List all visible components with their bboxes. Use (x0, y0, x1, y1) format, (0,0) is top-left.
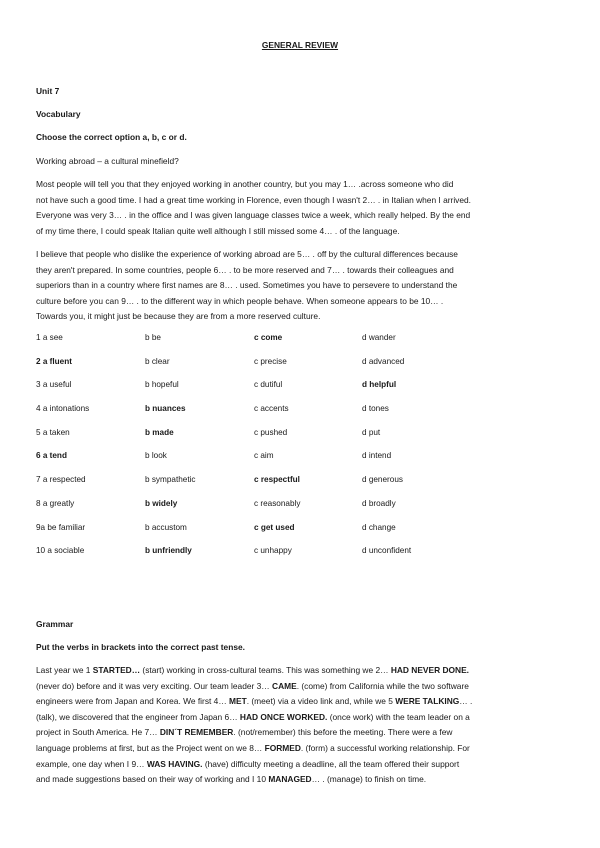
option: c pushed (254, 427, 288, 437)
option: 5 a taken (36, 427, 70, 437)
option-correct: c come (254, 333, 283, 342)
text-segment: . (come) from California while the two software (296, 680, 469, 691)
grammar-paragraph (36, 663, 564, 788)
option: c dutiful (254, 380, 283, 390)
paragraph-line: not have such a good time. I had a great time working in Florence, even though I wasn't 2… . in Italian when I arrived. (36, 194, 472, 205)
text-segment: (have) difficulty meeting a deadline, all the team offered their support (202, 758, 460, 769)
option: d tones (362, 404, 389, 414)
option-correct: b made (145, 427, 174, 437)
option: d intend (362, 451, 392, 461)
option: d advanced (362, 356, 405, 366)
answer-text: WAS HAVING. (146, 758, 203, 769)
option: 3 a useful (36, 380, 72, 390)
option-correct: b unfriendly (145, 546, 192, 556)
text-segment: … . (459, 696, 473, 707)
reading-subtitle: Working abroad – a cultural minefield? (36, 156, 179, 166)
option: d broadly (362, 498, 396, 508)
vocabulary-instruction: Choose the correct option a, b, c or d. (36, 132, 187, 142)
option: c unhappy (254, 546, 292, 556)
option: c precise (254, 356, 287, 366)
text-segment: project in South America. He 7… (36, 727, 160, 738)
text-segment: … . (manage) to finish on time. (311, 774, 427, 785)
option: d unconfident (362, 546, 412, 556)
option-row (36, 428, 566, 452)
answer-text: HAD ONCE WORKED. (239, 711, 328, 722)
paragraph-line (36, 772, 564, 788)
answer-text: STARTED… (92, 665, 141, 675)
option: 7 a respected (36, 475, 86, 485)
option-correct: b widely (145, 498, 178, 508)
paragraph-line: of my time there, I could speak Italian quite well although I still missed some 4… . of the language. (36, 225, 400, 236)
option-correct: d helpful (362, 380, 397, 390)
option: 8 a greatly (36, 498, 75, 508)
text-segment: (talk), we discovered that the engineer from Japan 6… (36, 711, 240, 722)
paragraph-line: Most people will tell you that they enjoyed working in another country, but you may 1… .across someone who did (36, 179, 454, 189)
paragraph-line: superiors than in a country where first names are 8… . used. Sometimes you have to persevere to understand the (36, 280, 458, 291)
option: d change (362, 522, 396, 532)
paragraph-line (36, 725, 564, 741)
option: b look (145, 451, 167, 461)
paragraph-line (36, 757, 564, 773)
text-segment: and made suggestions based on their way of working and I 10 (36, 774, 269, 785)
answer-options-table (36, 333, 566, 570)
option-row (36, 523, 566, 547)
option-row (36, 546, 566, 570)
option: b hopeful (145, 380, 179, 390)
answer-text: MANAGED (268, 774, 312, 785)
paragraph-line: I believe that people who dislike the experience of working abroad are 5… . off by the cultural differences because (36, 249, 458, 259)
option: 9a be familiar (36, 522, 86, 532)
option: 10 a sociable (36, 546, 85, 556)
answer-text: FORMED (264, 742, 301, 753)
grammar-instruction: Put the verbs in brackets into the correct past tense. (36, 642, 245, 652)
paragraph-line (36, 663, 564, 679)
option: c aim (254, 451, 274, 461)
answer-text: CAME (272, 680, 297, 691)
paragraph-line: Everyone was very 3… . in the office and I was given language classes twice a week, which really helped. By the end (36, 210, 471, 221)
option-correct: 2 a fluent (36, 356, 72, 366)
text-segment: (never do) before and it was very exciting. Our team leader 3… (36, 680, 273, 691)
option-correct: 6 a tend (36, 451, 67, 461)
paragraph-line (36, 741, 564, 757)
paragraph-line: Towards you, it might just be because they are from a more reserved culture. (36, 311, 321, 322)
paragraph-line (36, 710, 564, 726)
text-segment: language problems at first, but as the Project went on we 8… (36, 742, 265, 753)
reading-paragraph-2 (36, 247, 564, 325)
paragraph-line (36, 679, 564, 695)
option-row (36, 357, 566, 381)
option-row (36, 451, 566, 475)
text-segment: engineers were from Japan and Korea. We first 4… (36, 696, 230, 707)
option: c reasonably (254, 498, 301, 508)
option-row (36, 499, 566, 523)
text-segment: (start) working in cross-cultural teams. This was something we 2… (140, 665, 391, 675)
paragraph-line: they aren't prepared. In some countries, people 6… . to be more reserved and 7… . towards their colleagues and (36, 264, 454, 275)
reading-paragraph-1 (36, 177, 564, 239)
option-row (36, 380, 566, 404)
option: d generous (362, 475, 403, 485)
option-row (36, 475, 566, 499)
option: d put (362, 427, 381, 437)
text-segment: . (meet) via a video link and, while we 5 (246, 696, 396, 707)
grammar-heading: Grammar (36, 619, 74, 629)
option-row (36, 333, 566, 357)
option: b be (145, 333, 161, 342)
text-segment: . (not/remember) this before the meeting. There were a few (233, 727, 453, 738)
text-segment: (once work) with the team leader on a (327, 711, 470, 722)
text-segment: Last year we 1 (36, 665, 93, 675)
option: 4 a intonations (36, 404, 90, 414)
answer-text: MET (229, 696, 247, 707)
answer-text: HAD NEVER DONE. (390, 665, 470, 675)
unit-heading: Unit 7 (36, 86, 60, 96)
option-correct: c get used (254, 522, 295, 532)
page-title: GENERAL REVIEW (261, 40, 339, 50)
paragraph-line: culture before you can 9… . to the different way in which people behave. When someone appears to be 10… . (36, 295, 444, 306)
answer-text: DIN´T REMEMBER (159, 727, 234, 738)
option: b sympathetic (145, 475, 196, 485)
option-correct: c respectful (254, 475, 300, 485)
paragraph-line (36, 694, 564, 710)
option: 1 a see (36, 333, 63, 342)
option: c accents (254, 404, 289, 414)
option: b clear (145, 356, 170, 366)
option-correct: b nuances (145, 404, 186, 414)
option: d wander (362, 333, 396, 342)
option: b accustom (145, 522, 187, 532)
text-segment: example, one day when I 9… (36, 758, 147, 769)
vocabulary-heading: Vocabulary (36, 109, 81, 119)
text-segment: . (form) a successful working relationship. For (300, 742, 470, 753)
option-row (36, 404, 566, 428)
answer-text: WERE TALKING (395, 696, 460, 707)
